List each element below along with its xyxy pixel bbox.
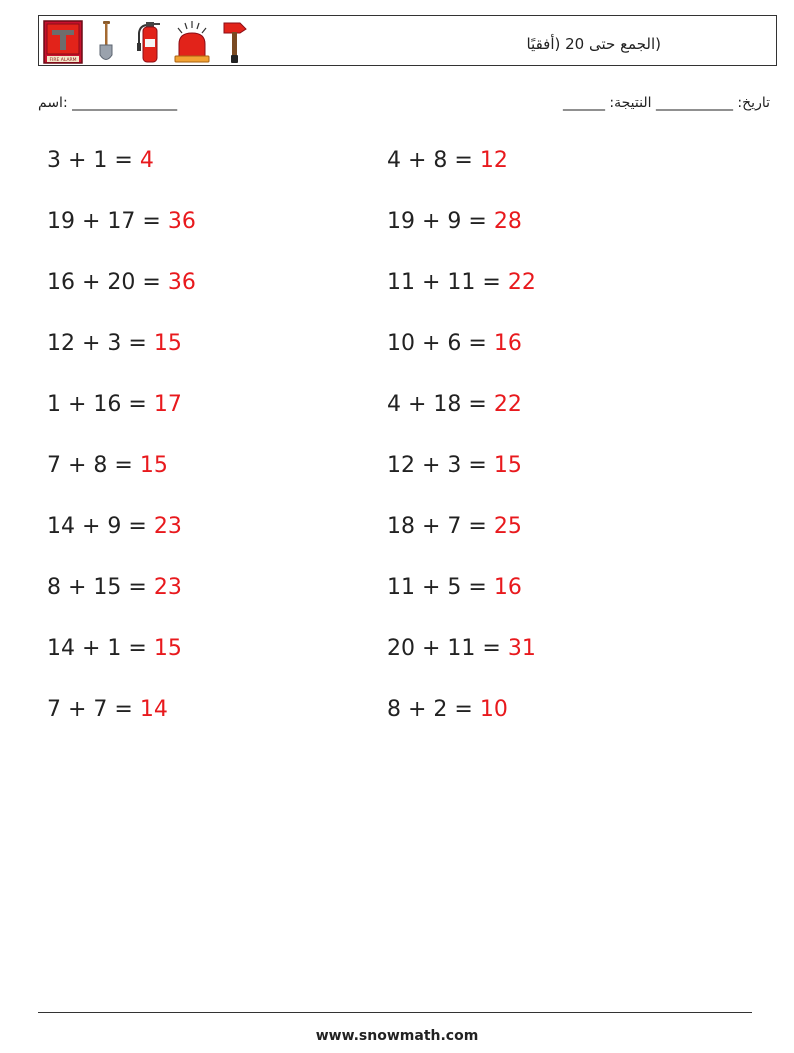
- problem-row: [47, 453, 168, 478]
- problem-question: 10 + 6 =: [387, 331, 494, 356]
- problem-row: [47, 270, 196, 295]
- problem-row: [387, 209, 522, 234]
- date-score-field: ______ :تاريخ: ___________ النتيجة: [562, 95, 770, 111]
- problem-question: 14 + 9 =: [47, 514, 154, 539]
- problem-answer: 17: [153, 392, 182, 417]
- problem-row: [387, 392, 522, 417]
- problem-question: 20 + 11 =: [387, 636, 508, 661]
- fire-alarm-box-icon: [43, 19, 83, 65]
- problem-question: 12 + 3 =: [387, 453, 494, 478]
- problem-row: [47, 514, 182, 539]
- problem-row: [387, 575, 522, 600]
- problem-answer: 28: [493, 209, 522, 234]
- problem-answer: 23: [153, 514, 182, 539]
- worksheet-title: (الجمع حتى 20 (أفقيًا: [526, 35, 661, 53]
- problem-question: 4 + 8 =: [387, 148, 480, 173]
- problem-answer: 23: [153, 575, 182, 600]
- problem-question: 8 + 15 =: [47, 575, 154, 600]
- problem-answer: 10: [479, 697, 508, 722]
- problem-answer: 14: [139, 697, 168, 722]
- problem-row: [387, 636, 536, 661]
- problem-answer: 16: [493, 331, 522, 356]
- problem-row: [47, 575, 182, 600]
- problem-answer: 25: [493, 514, 522, 539]
- problem-question: 3 + 1 =: [47, 148, 140, 173]
- problem-answer: 16: [493, 575, 522, 600]
- problem-row: [387, 514, 522, 539]
- problem-answer: 15: [139, 453, 168, 478]
- problem-answer: 12: [479, 148, 508, 173]
- problem-question: 18 + 7 =: [387, 514, 494, 539]
- problem-question: 8 + 2 =: [387, 697, 480, 722]
- problem-question: 11 + 11 =: [387, 270, 508, 295]
- footer-url: www.snowmath.com: [315, 1028, 479, 1044]
- problem-answer: 22: [507, 270, 536, 295]
- footer-divider: [38, 1012, 752, 1013]
- problem-row: [47, 636, 182, 661]
- header-icons: [43, 19, 258, 65]
- problem-question: 4 + 18 =: [387, 392, 494, 417]
- problem-question: 7 + 8 =: [47, 453, 140, 478]
- problem-question: 14 + 1 =: [47, 636, 154, 661]
- problem-row: [47, 209, 196, 234]
- problem-question: 11 + 5 =: [387, 575, 494, 600]
- problem-row: [387, 453, 522, 478]
- problem-answer: 15: [153, 331, 182, 356]
- problem-row: [47, 148, 154, 173]
- problem-answer: 22: [493, 392, 522, 417]
- problem-answer: 36: [167, 270, 196, 295]
- siren-light-icon: [172, 19, 212, 65]
- problem-question: 19 + 17 =: [47, 209, 168, 234]
- problem-question: 16 + 20 =: [47, 270, 168, 295]
- problem-row: [387, 148, 508, 173]
- worksheet-header: [38, 15, 777, 66]
- problem-question: 1 + 16 =: [47, 392, 154, 417]
- problem-answer: 4: [139, 148, 154, 173]
- problem-answer: 15: [493, 453, 522, 478]
- fire-axe-icon: [215, 19, 255, 65]
- problem-answer: 36: [167, 209, 196, 234]
- problem-question: 7 + 7 =: [47, 697, 140, 722]
- problem-row: [387, 270, 536, 295]
- fire-extinguisher-icon: [129, 19, 169, 65]
- problem-row: [47, 697, 168, 722]
- problem-row: [47, 392, 182, 417]
- problem-row: [387, 697, 508, 722]
- fire-alarm-text: FIRE ALARM: [49, 58, 77, 63]
- problem-answer: 15: [153, 636, 182, 661]
- problem-question: 19 + 9 =: [387, 209, 494, 234]
- problem-row: [387, 331, 522, 356]
- problem-question: 12 + 3 =: [47, 331, 154, 356]
- name-field: اسم: _______________: [38, 95, 178, 111]
- shovel-icon: [86, 19, 126, 65]
- problem-answer: 31: [507, 636, 536, 661]
- problem-row: [47, 331, 182, 356]
